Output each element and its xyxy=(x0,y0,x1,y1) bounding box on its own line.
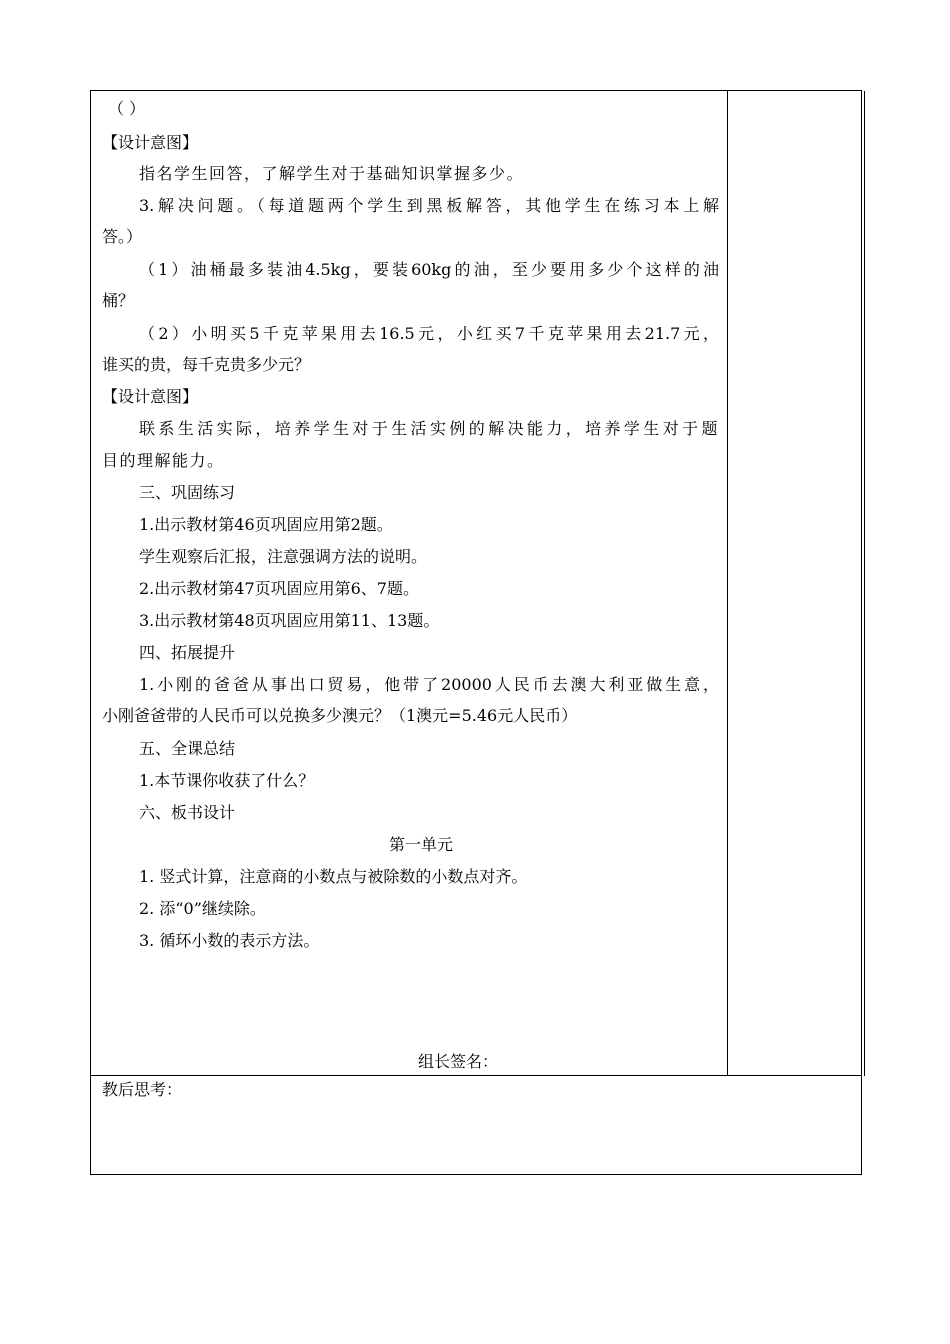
question-1-line2: 桶？ xyxy=(102,291,135,310)
leader-signature: 组长签名： xyxy=(418,1052,499,1071)
extension-1-line2: 小刚爸爸带的人民币可以兑换多少澳元？（1澳元=5.46元人民币） xyxy=(102,706,578,725)
exercise-2: 2.出示教材第47页巩固应用第6、7题。 xyxy=(139,579,419,598)
board-item-3: 3. 循环小数的表示方法。 xyxy=(139,931,320,950)
extension-1-line1: 1.小刚的爸爸从事出口贸易，他带了20000人民币去澳大利亚做生意， xyxy=(139,675,719,694)
section-5-heading: 五、全课总结 xyxy=(139,739,236,758)
reflection-cell xyxy=(91,1076,861,1174)
exercise-1: 1.出示教材第46页巩固应用第2题。 xyxy=(139,515,393,534)
design-intent-title: 【设计意图】 xyxy=(102,133,199,152)
question-1-line1: （1）油桶最多装油4.5kg，要装60kg的油，至少要用多少个这样的油 xyxy=(139,260,719,279)
exercise-1-note: 学生观察后汇报，注意强调方法的说明。 xyxy=(139,547,428,566)
board-item-2: 2. 添“0”继续除。 xyxy=(139,899,266,918)
question-2-line1: （2）小明买5千克苹果用去16.5元，小红买7千克苹果用去21.7元， xyxy=(139,324,719,343)
lesson-plan-table xyxy=(90,90,862,1175)
design-intent-text: 指名学生回答，了解学生对于基础知识掌握多少。 xyxy=(139,164,525,183)
notes-column-cell xyxy=(728,91,861,1076)
design-intent-text-2-line1: 联系生活实际，培养学生对于生活实例的解决能力，培养学生对于题 xyxy=(139,419,719,438)
problem-3-line1: 3.解决问题。（每道题两个学生到黑板解答，其他学生在练习本上解 xyxy=(139,196,719,215)
exercise-3: 3.出示教材第48页巩固应用第11、13题。 xyxy=(139,611,440,630)
reflection-label: 教后思考： xyxy=(102,1080,183,1099)
problem-3-line2: 答。） xyxy=(102,227,143,246)
section-3-heading: 三、巩固练习 xyxy=(139,483,236,502)
blank-paren: （ ） xyxy=(108,99,146,118)
section-6-heading: 六、板书设计 xyxy=(139,803,236,822)
design-intent-title-2: 【设计意图】 xyxy=(102,387,199,406)
board-title: 第一单元 xyxy=(389,835,454,854)
board-item-1: 1. 竖式计算，注意商的小数点与被除数的小数点对齐。 xyxy=(139,867,528,886)
lesson-content-cell xyxy=(91,91,728,1076)
design-intent-text-2-line2: 目的理解能力。 xyxy=(102,451,225,470)
question-2-line2: 谁买的贵，每千克贵多少元？ xyxy=(102,355,311,374)
summary-1: 1.本节课你收获了什么？ xyxy=(139,771,315,790)
section-4-heading: 四、拓展提升 xyxy=(139,643,236,662)
